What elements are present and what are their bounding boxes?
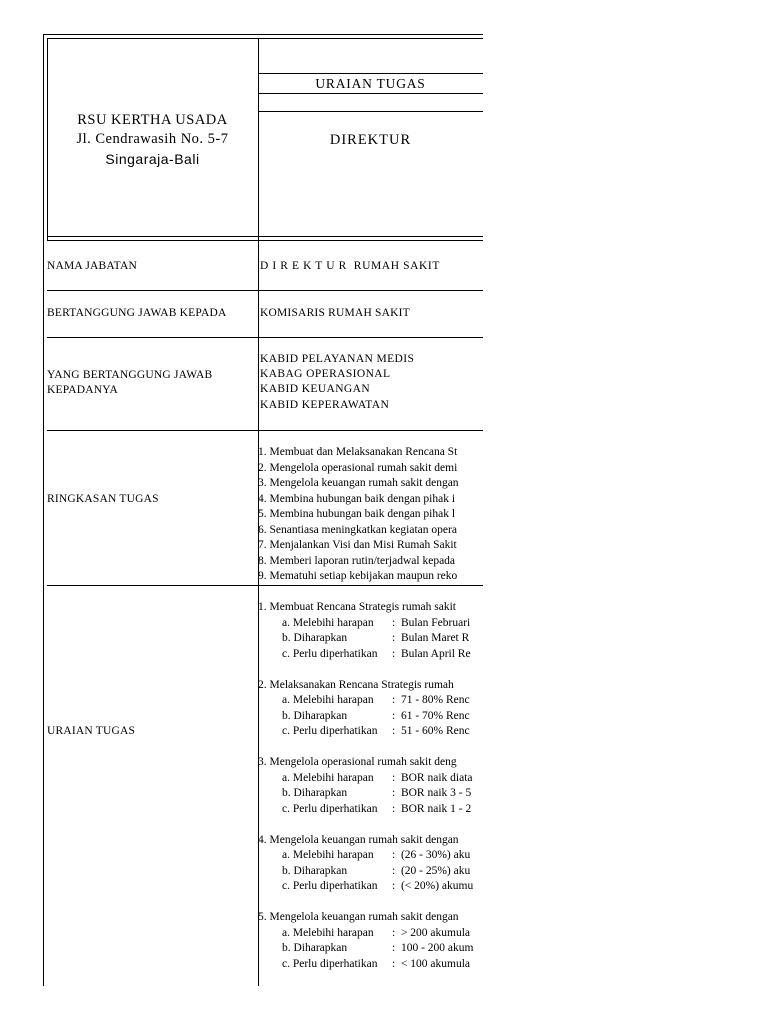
criterion-value: : (< 20%) akumu <box>392 880 474 892</box>
header-left-border <box>43 34 44 986</box>
task-criterion <box>258 647 482 663</box>
uraian-tugas-label: URAIAN TUGAS <box>47 725 136 737</box>
criterion-key: c. Perlu diperhatikan <box>282 725 378 737</box>
nama-jabatan-value: D I R E K T U R RUMAH SAKIT <box>260 260 440 272</box>
task-criterion <box>258 693 482 709</box>
criterion-value: : 100 - 200 akum <box>392 942 474 954</box>
criterion-key: a. Melebihi harapan <box>282 926 374 939</box>
ringkasan-tugas-label: RINGKASAN TUGAS <box>47 493 159 505</box>
ringkasan-tugas-list <box>258 445 482 585</box>
criterion-value: : 71 - 80% Renc <box>392 694 470 706</box>
task-criterion <box>258 926 482 942</box>
row-sep-2 <box>47 337 483 338</box>
title-row-top <box>258 73 483 74</box>
criterion-value: : 51 - 60% Renc <box>392 725 470 737</box>
task-criterion <box>258 864 482 880</box>
criterion-value: : 61 - 70% Renc <box>392 709 470 722</box>
task-criterion <box>258 786 482 802</box>
list-item: 3. Mengelola keuangan rumah sakit dengan <box>258 477 459 489</box>
criterion-key: b. Diharapkan <box>282 787 348 799</box>
hospital-city: Singaraja-Bali <box>105 151 200 167</box>
spacer <box>258 662 482 678</box>
criterion-key: a. Melebihi harapan <box>282 616 374 629</box>
subordinate-item: KABAG OPERASIONAL <box>260 368 391 380</box>
criterion-key: b. Diharapkan <box>282 942 348 954</box>
task-criterion <box>258 724 482 740</box>
nama-jabatan-label: NAMA JABATAN <box>47 260 137 272</box>
subordinate-item: KABID KEPERAWATAN <box>260 399 390 411</box>
task-criterion <box>258 879 482 895</box>
hospital-address: Jl. Cendrawasih No. 5-7 <box>76 131 229 147</box>
criterion-key: a. Melebihi harapan <box>282 771 374 784</box>
criterion-value: : > 200 akumula <box>392 926 471 939</box>
header-top-border-inner <box>47 38 483 39</box>
list-item: 5. Membina hubungan baik dengan pihak l <box>258 508 456 520</box>
spacer <box>258 895 482 911</box>
uraian-tugas-list <box>258 600 482 972</box>
subordinate-item: KABID PELAYANAN MEDIS <box>260 353 415 365</box>
spacer <box>258 740 482 756</box>
task-title: 2. Melaksanakan Rencana Strategis rumah <box>258 678 454 691</box>
criterion-key: b. Diharapkan <box>282 864 348 877</box>
criterion-value: : BOR naik 1 - 2 <box>392 802 472 815</box>
subordinates-label-line2: KEPADANYA <box>47 384 119 396</box>
row-sep-1 <box>47 290 483 291</box>
criterion-key: c. Perlu diperhatikan <box>282 957 378 970</box>
task-criterion <box>258 957 482 973</box>
criterion-value: : (20 - 25%) aku <box>392 864 471 877</box>
criterion-key: c. Perlu diperhatikan <box>282 647 378 660</box>
row-sep-3 <box>47 430 483 431</box>
criterion-value: : Bulan Maret R <box>392 632 470 644</box>
hospital-name: RSU KERTHA USADA <box>77 112 228 128</box>
task-title: 4. Mengelola keuangan rumah sakit dengan <box>258 833 459 846</box>
list-item: 8. Memberi laporan rutin/terjadwal kepada <box>258 554 456 567</box>
criterion-key: a. Melebihi harapan <box>282 849 374 861</box>
subordinates-label-line1: YANG BERTANGGUNG JAWAB <box>47 369 213 381</box>
list-item: 4. Membina hubungan baik dengan pihak i <box>258 492 456 505</box>
bertanggung-jawab-label: BERTANGGUNG JAWAB KEPADA <box>47 307 227 319</box>
criterion-value: : Bulan April Re <box>392 647 471 660</box>
list-item: 2. Mengelola operasional rumah sakit demi <box>258 461 458 474</box>
criterion-value: : BOR naik diata <box>392 771 473 784</box>
title-row-bottom-2 <box>258 111 483 112</box>
criterion-value: : BOR naik 3 - 5 <box>392 787 472 799</box>
criterion-value: : (26 - 30%) aku <box>392 849 471 861</box>
criterion-key: b. Diharapkan <box>282 632 348 644</box>
task-criterion <box>258 631 482 647</box>
criterion-key: b. Diharapkan <box>282 709 348 722</box>
task-criterion <box>258 802 482 818</box>
header-bottom-border <box>47 236 483 237</box>
list-item: 7. Menjalankan Visi dan Misi Rumah Sakit <box>258 539 457 551</box>
task-criterion <box>258 616 482 632</box>
criterion-value: : Bulan Februari <box>392 616 471 629</box>
criterion-key: c. Perlu diperhatikan <box>282 880 378 892</box>
task-title: 5. Mengelola keuangan rumah sakit dengan <box>258 911 459 923</box>
list-item: 1. Membuat dan Melaksanakan Rencana St <box>258 446 458 458</box>
task-criterion <box>258 709 482 725</box>
task-criterion <box>258 941 482 957</box>
title-row-bottom <box>258 93 483 94</box>
criterion-key: a. Melebihi harapan <box>282 694 374 706</box>
task-title: 3. Mengelola operasional rumah sakit deng <box>258 756 457 768</box>
bertanggung-jawab-value: KOMISARIS RUMAH SAKIT <box>260 307 410 319</box>
task-title: 1. Membuat Rencana Strategis rumah sakit <box>258 601 457 613</box>
task-criterion <box>258 771 482 787</box>
position-heading: DIREKTUR <box>329 132 412 148</box>
header-bottom-border-2 <box>47 240 483 241</box>
list-item: 9. Mematuhi setiap kebijakan maupun reko <box>258 570 458 582</box>
document-title: URAIAN TUGAS <box>315 76 426 91</box>
criterion-value: : < 100 akumula <box>392 957 471 970</box>
spacer <box>258 817 482 833</box>
subordinate-item: KABID KEUANGAN <box>260 383 371 395</box>
task-criterion <box>258 848 482 864</box>
header-top-border <box>43 34 483 35</box>
row-sep-4 <box>47 585 483 586</box>
list-item: 6. Senantiasa meningkatkan kegiatan opera <box>258 523 457 536</box>
criterion-key: c. Perlu diperhatikan <box>282 802 378 815</box>
